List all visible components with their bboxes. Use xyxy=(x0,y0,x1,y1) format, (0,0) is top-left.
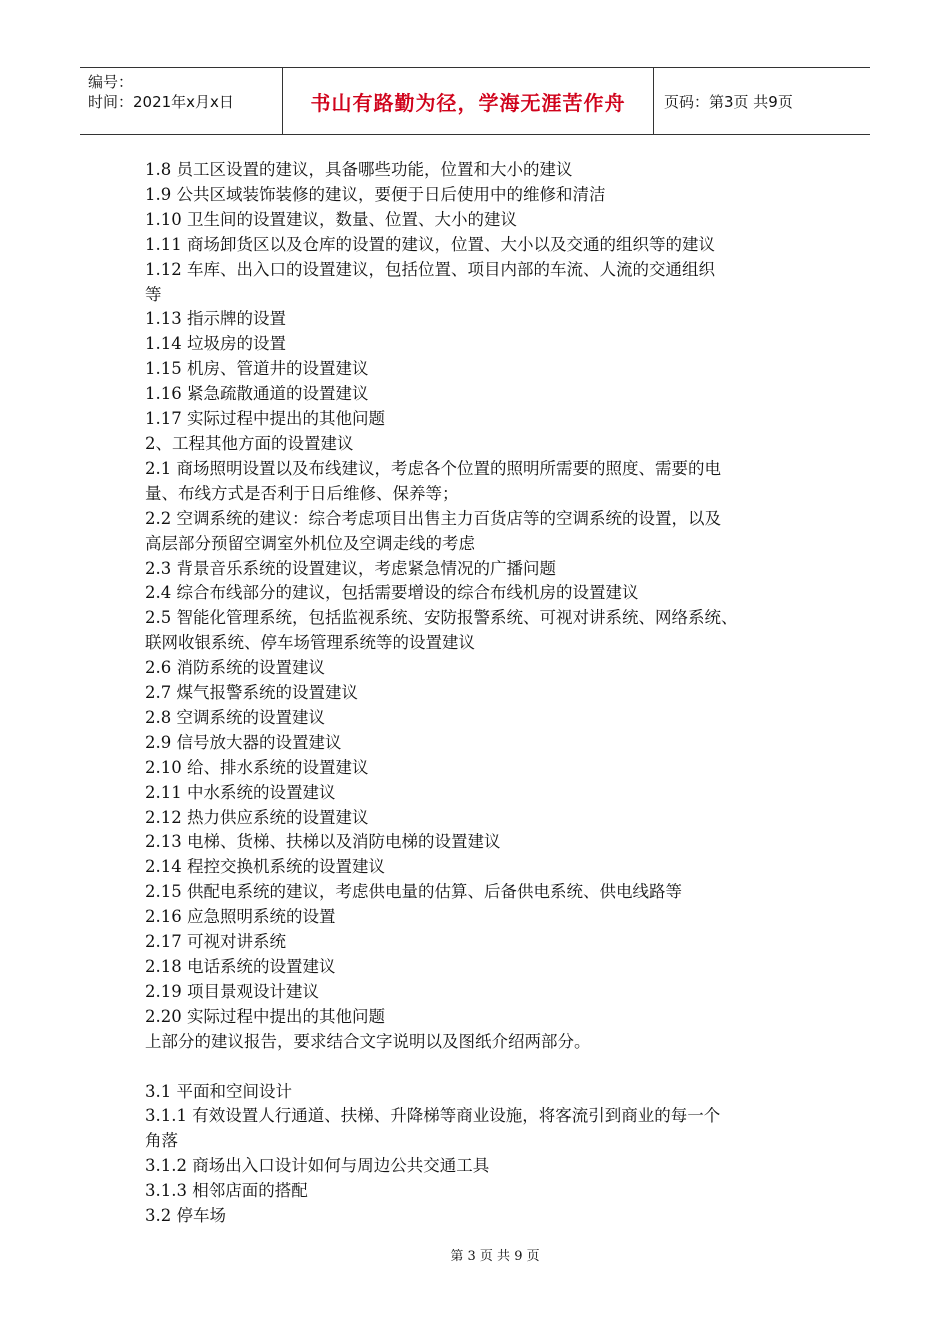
text-line: 2.5 智能化管理系统，包括监视系统、安防报警系统、可视对讲系统、网络系统、 xyxy=(145,608,738,628)
text-line: 等 xyxy=(145,284,162,304)
text-line: 联网收银系统、停车场管理系统等的设置建议 xyxy=(145,633,475,653)
date-label: 时间：2021年x月x日 xyxy=(88,93,234,111)
text-line: 2.20 实际过程中提出的其他问题 xyxy=(145,1006,385,1026)
motto-text: 书山有路勤为径，学海无涯苦作舟 xyxy=(310,90,626,115)
text-line: 2.10 给、排水系统的设置建议 xyxy=(145,757,369,777)
text-line: 2.7 煤气报警系统的设置建议 xyxy=(145,683,358,703)
text-line: 1.16 紧急疏散通道的设置建议 xyxy=(145,384,369,404)
text-line: 3.1.2 商场出入口设计如何与周边公共交通工具 xyxy=(145,1156,490,1176)
text-line: 1.17 实际过程中提出的其他问题 xyxy=(145,409,385,429)
text-line: 1.10 卫生间的设置建议，数量、位置、大小的建议 xyxy=(145,209,517,229)
text-line: 2.14 程控交换机系统的设置建议 xyxy=(145,857,385,877)
text-line: 3.2 停车场 xyxy=(145,1206,226,1226)
text-line: 1.8 员工区设置的建议，具备哪些功能，位置和大小的建议 xyxy=(145,160,573,179)
blank-line xyxy=(145,1055,825,1080)
document-header xyxy=(80,67,870,135)
text-line: 量、布线方式是否利于日后维修、保养等； xyxy=(145,483,459,503)
text-line: 2.15 供配电系统的建议，考虑供电量的估算、后备供电系统、供电线路等 xyxy=(145,882,682,902)
text-line: 1.12 车库、出入口的设置建议，包括位置、项目内部的车流、人流的交通组织 xyxy=(145,259,715,279)
text-line: 2.3 背景音乐系统的设置建议，考虑紧急情况的广播问题 xyxy=(145,558,556,578)
text-line: 2.17 可视对讲系统 xyxy=(145,932,286,952)
text-line: 2、工程其他方面的设置建议 xyxy=(145,433,354,453)
text-line: 高层部分预留空调室外机位及空调走线的考虑 xyxy=(145,533,475,553)
text-line: 2.13 电梯、货梯、扶梯以及消防电梯的设置建议 xyxy=(145,832,501,852)
text-line: 2.4 综合布线部分的建议，包括需要增设的综合布线机房的设置建议 xyxy=(145,583,639,603)
header-page-cell xyxy=(654,68,870,134)
text-line: 2.9 信号放大器的设置建议 xyxy=(145,732,342,752)
text-line: 上部分的建议报告，要求结合文字说明以及图纸介绍两部分。 xyxy=(145,1031,591,1051)
text-line: 2.18 电话系统的设置建议 xyxy=(145,957,336,976)
text-line: 2.1 商场照明设置以及布线建议，考虑各个位置的照明所需要的照度、需要的电 xyxy=(145,458,721,478)
text-line: 2.6 消防系统的设置建议 xyxy=(145,658,325,678)
text-line: 3.1 平面和空间设计 xyxy=(145,1081,292,1101)
text-line: 3.1.1 有效设置人行通道、扶梯、升降梯等商业设施，将客流引到商业的每一个 xyxy=(145,1106,721,1126)
header-meta xyxy=(80,68,282,134)
text-line: 2.2 空调系统的建议：综合考虑项目出售主力百货店等的空调系统的设置，以及 xyxy=(145,508,721,528)
text-line: 1.13 指示牌的设置 xyxy=(145,309,286,329)
document-body xyxy=(145,158,825,1229)
header-motto-cell xyxy=(282,68,654,134)
text-line: 2.8 空调系统的设置建议 xyxy=(145,707,325,727)
text-line: 2.11 中水系统的设置建议 xyxy=(145,782,336,802)
text-line: 2.12 热力供应系统的设置建议 xyxy=(145,807,369,827)
text-line: 角落 xyxy=(145,1131,178,1151)
page-indicator: 页码：第3页 共9页 xyxy=(664,92,793,111)
text-line: 1.14 垃圾房的设置 xyxy=(145,334,286,354)
text-line: 1.11 商场卸货区以及仓库的设置的建议，位置、大小以及交通的组织等的建议 xyxy=(145,234,715,254)
page-footer: 第 3 页 共 9 页 xyxy=(450,1249,540,1264)
number-label: 编号： xyxy=(88,73,134,91)
text-line: 3.1.3 相邻店面的搭配 xyxy=(145,1181,308,1201)
text-line: 2.16 应急照明系统的设置 xyxy=(145,907,336,927)
text-line: 1.15 机房、管道井的设置建议 xyxy=(145,359,369,379)
text-line: 1.9 公共区域装饰装修的建议，要便于日后使用中的维修和清洁 xyxy=(145,184,606,204)
text-line: 2.19 项目景观设计建议 xyxy=(145,981,319,1001)
